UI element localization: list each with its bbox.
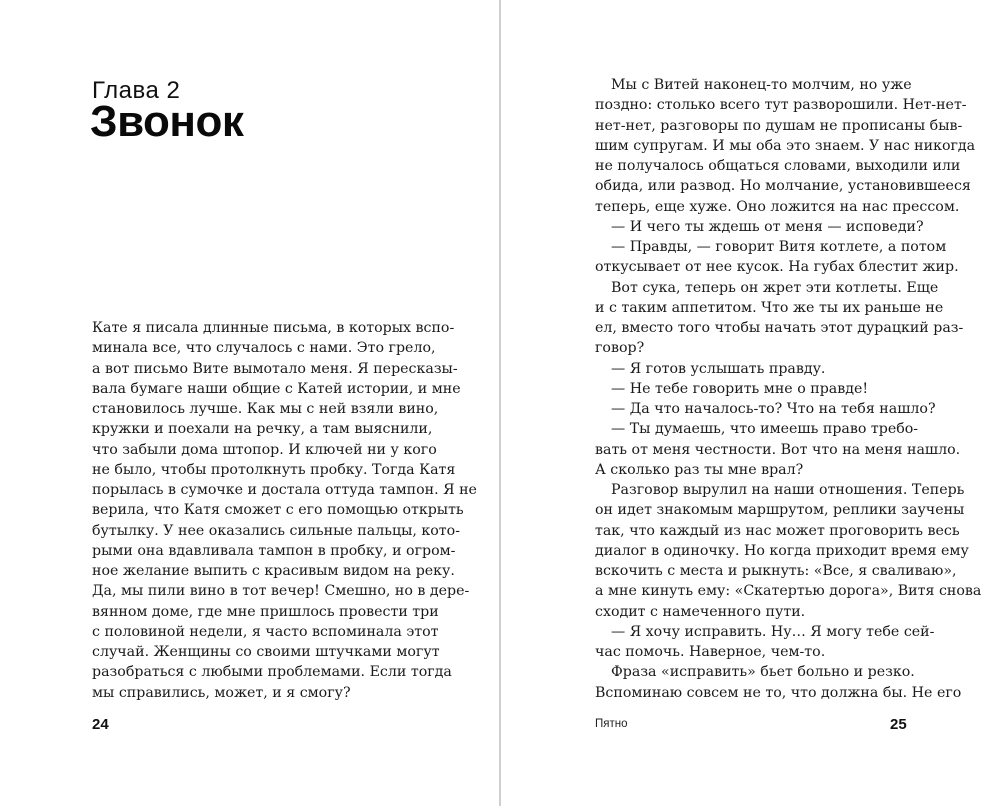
text-line: не было, чтобы протолкнуть пробку. Тогда Катя <box>92 461 456 478</box>
text-line: сходит с намеченного пути. <box>595 603 806 620</box>
text-line: — И чего ты ждешь от меня — исповеди? <box>611 218 924 235</box>
text-line: обида, или развод. Но молчание, установившееся <box>595 178 971 195</box>
text-line: рыми она вдавливала тампон в пробку, и огром- <box>92 542 456 559</box>
text-line: минала все, что случалось с нами. Это грело, <box>92 340 436 357</box>
text-line: так, что каждый из нас может проговорить весь <box>595 522 960 539</box>
text-line: — Я хочу исправить. Ну… Я могу тебе сей- <box>611 623 935 640</box>
text-line: вскочить с места и рыкнуть: «Все, я сваливаю», <box>595 563 957 579</box>
running-head: Пятно <box>595 718 628 730</box>
text-line: — Да что началось-то? Что на тебя нашло? <box>611 401 936 417</box>
text-line: случай. Женщины со своими штучками могут <box>92 644 440 660</box>
text-line: Мы с Витей наконец-то молчим, но уже <box>611 77 912 93</box>
text-line: Да, мы пили вино в тот вечер! Смешно, но в дере- <box>92 583 470 600</box>
text-line: час помочь. Наверное, чем-то. <box>595 644 826 660</box>
text-line: вать от меня честности. Вот что на меня нашло. <box>595 441 961 458</box>
text-line: мы справились, может, и я смогу? <box>92 684 351 701</box>
text-line: кружки и поехали на речку, а там выяснили, <box>92 421 433 438</box>
text-line: — Я готов услышать правду. <box>611 360 826 377</box>
right-page-body-text <box>595 75 982 703</box>
text-line: верила, что Катя сможет с его помощью открыть <box>92 502 464 519</box>
text-line: откусывает от нее кусок. На губах блестит жир. <box>595 259 959 276</box>
text-line: Кате я писала длинные письма, в которых вспо- <box>92 320 455 336</box>
text-line: ел, вместо того чтобы начать этот дурацкий раз- <box>595 320 964 336</box>
text-line: что забыли дома штопор. И ключей ни у кого <box>92 441 437 458</box>
left-page <box>0 0 499 806</box>
text-line: разобраться с любыми проблемами. Если тогда <box>92 664 452 681</box>
text-line: говор? <box>595 340 645 357</box>
chapter-title: Звонок <box>90 97 244 146</box>
text-line: Фраза «исправить» бьет больно и резко. <box>611 664 915 681</box>
text-line: порылась в сумочке и достала оттуда тампон. Я не <box>92 482 477 498</box>
text-line: Разговор вырулил на наши отношения. Теперь <box>611 482 965 498</box>
text-line: шим супругам. И мы оба это знаем. У нас никогда <box>595 137 976 154</box>
text-line: бутылку. У нее оказались сильные пальцы, кото- <box>92 522 460 539</box>
text-line: — Правды, — говорит Витя котлете, а потом <box>611 239 947 255</box>
text-line: нет-нет, разговоры по душам не прописаны быв- <box>595 117 963 134</box>
left-page-number: 24 <box>92 716 109 733</box>
text-line: диалог в одиночку. Но когда приходит время ему <box>595 542 969 559</box>
text-line: — Ты думаешь, что имеешь право требо- <box>611 421 919 438</box>
text-line: не получалось общаться словами, выходили или <box>595 158 961 174</box>
text-line: и с таким аппетитом. Что же ты их раньше не <box>595 299 944 316</box>
text-line: становилось лучше. Как мы с ней взяли вино, <box>92 401 439 417</box>
chapter-label: Глава 2 <box>92 77 181 104</box>
text-line: ное желание выпить с красивым видом на реку. <box>92 563 455 579</box>
text-line: А сколько раз ты мне врал? <box>595 461 804 478</box>
text-line: поздно: столько всего тут разворошили. Нет-нет- <box>595 97 967 114</box>
text-line: вянном доме, где мне пришлось провести три <box>92 603 439 620</box>
text-line: а мне кинуть ему: «Скатертью дорога», Витя снова <box>595 583 982 600</box>
text-line: Вспоминаю совсем не то, что должна бы. Не его <box>595 684 962 701</box>
right-page-number: 25 <box>890 716 907 733</box>
text-line: он идет знакомым маршрутом, реплики заучены <box>595 502 965 519</box>
right-page <box>501 0 1000 806</box>
text-line: Вот сука, теперь он жрет эти котлеты. Еще <box>611 279 939 296</box>
text-line: вала бумаге наши общие с Катей истории, и мне <box>92 380 461 397</box>
text-line: — Не тебе говорить мне о правде! <box>611 380 869 397</box>
text-line: с половиной недели, я часто вспоминала этот <box>92 623 439 640</box>
text-line: а вот письмо Вите вымотало меня. Я пересказы- <box>92 360 458 377</box>
left-page-body-text <box>92 318 477 703</box>
text-line: теперь, еще хуже. Оно ложится на нас прессом. <box>595 198 960 215</box>
